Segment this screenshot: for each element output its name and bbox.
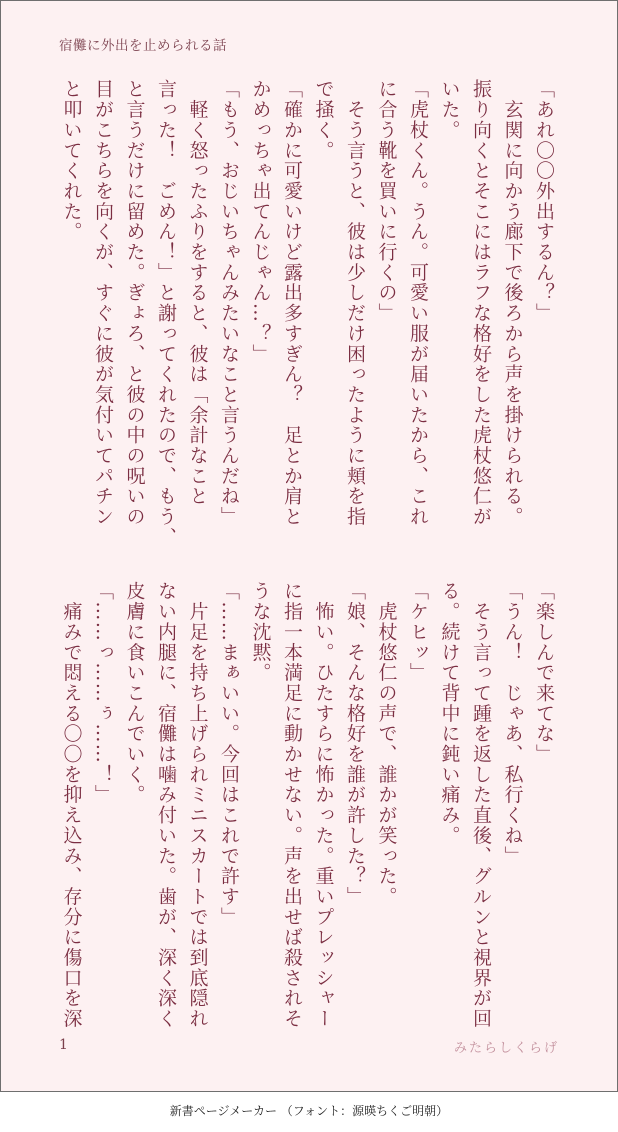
text-column: 「もう、おじいちゃんみたいなこと言うんだね」 xyxy=(218,79,240,527)
text-column: 「虎杖くん。うん。可愛い服が届いたから、これ xyxy=(407,79,429,527)
story-title: 宿儺に外出を止められる話 xyxy=(59,38,227,54)
text-column: に合う靴を買いに行くの」 xyxy=(375,79,398,324)
text-column: 振り向くとそこにはラフな格好をした虎杖悠仁が xyxy=(470,79,492,527)
text-column: 怖い。ひたすらに怖かった。重いプレッシャー xyxy=(312,581,335,1029)
page-number: 1 xyxy=(59,1037,68,1053)
text-column: 痛みで悶える〇〇を抑え込み、存分に傷口を深 xyxy=(60,581,83,1029)
text-column: 玄関に向かう廊下で後ろから声を掛けられる。 xyxy=(501,79,524,527)
text-column: うな沈黙。 xyxy=(249,581,272,683)
text-block-top xyxy=(55,79,559,548)
text-column: そう言って踵を返した直後、グルンと視界が回 xyxy=(470,581,492,1029)
text-column: 「娘、そんな格好を誰が許した？」 xyxy=(344,581,366,907)
text-column: かめっちゃ出てんじゃん…？」 xyxy=(249,79,272,364)
text-column: で掻く。 xyxy=(312,79,335,161)
text-column: 「確かに可愛いけど露出多すぎん？ 足とか肩と xyxy=(281,79,303,527)
text-column: 「ケヒッ」 xyxy=(407,581,429,683)
text-column: 言った！ ごめん！」と謝ってくれたので、もう、 xyxy=(155,79,177,548)
text-column: いた。 xyxy=(438,79,461,141)
text-column: 軽く怒ったふりをすると、彼は「余計なこと xyxy=(186,79,209,507)
text-column: と叩いてくれた。 xyxy=(60,79,83,242)
text-column: る。続けて背中に鈍い痛み。 xyxy=(438,581,461,846)
text-column: 「うん！ じゃあ、私行くね」 xyxy=(501,581,524,866)
text-column: と言うだけに留めた。ぎょろ、と彼の中の呪いの xyxy=(123,79,146,527)
text-column: 目がこちらを向くが、すぐに彼が気付いてパチン xyxy=(92,79,114,527)
text-column: 「……っ……ぅ……！」 xyxy=(92,581,114,805)
text-column: 「……まぁいい。今回はこれで許す」 xyxy=(218,581,240,927)
author-name: みたらしくらげ xyxy=(453,1041,559,1056)
text-column: ない内腿に、宿儺は噛み付いた。歯が、深く深く xyxy=(155,581,177,1029)
generator-credit: 新書ページメーカー （フォント：源暎ちくご明朝） xyxy=(169,1104,449,1118)
text-column: 虎杖悠仁の声で、誰かが笑った。 xyxy=(375,581,398,907)
text-block-bottom xyxy=(55,581,559,1029)
text-column: 「楽しんで来てな」 xyxy=(533,581,555,765)
text-column: そう言うと、彼は少しだけ困ったように頬を指 xyxy=(344,79,366,527)
text-column: 「あれ〇〇外出するん？」 xyxy=(533,79,555,324)
text-column: に指一本満足に動かせない。声を出せば殺されそ xyxy=(281,581,303,1029)
text-column: 皮膚に食いこんでいく。 xyxy=(123,581,146,805)
text-column: 片足を持ち上げられミニスカートでは到底隠れ xyxy=(186,581,209,1029)
